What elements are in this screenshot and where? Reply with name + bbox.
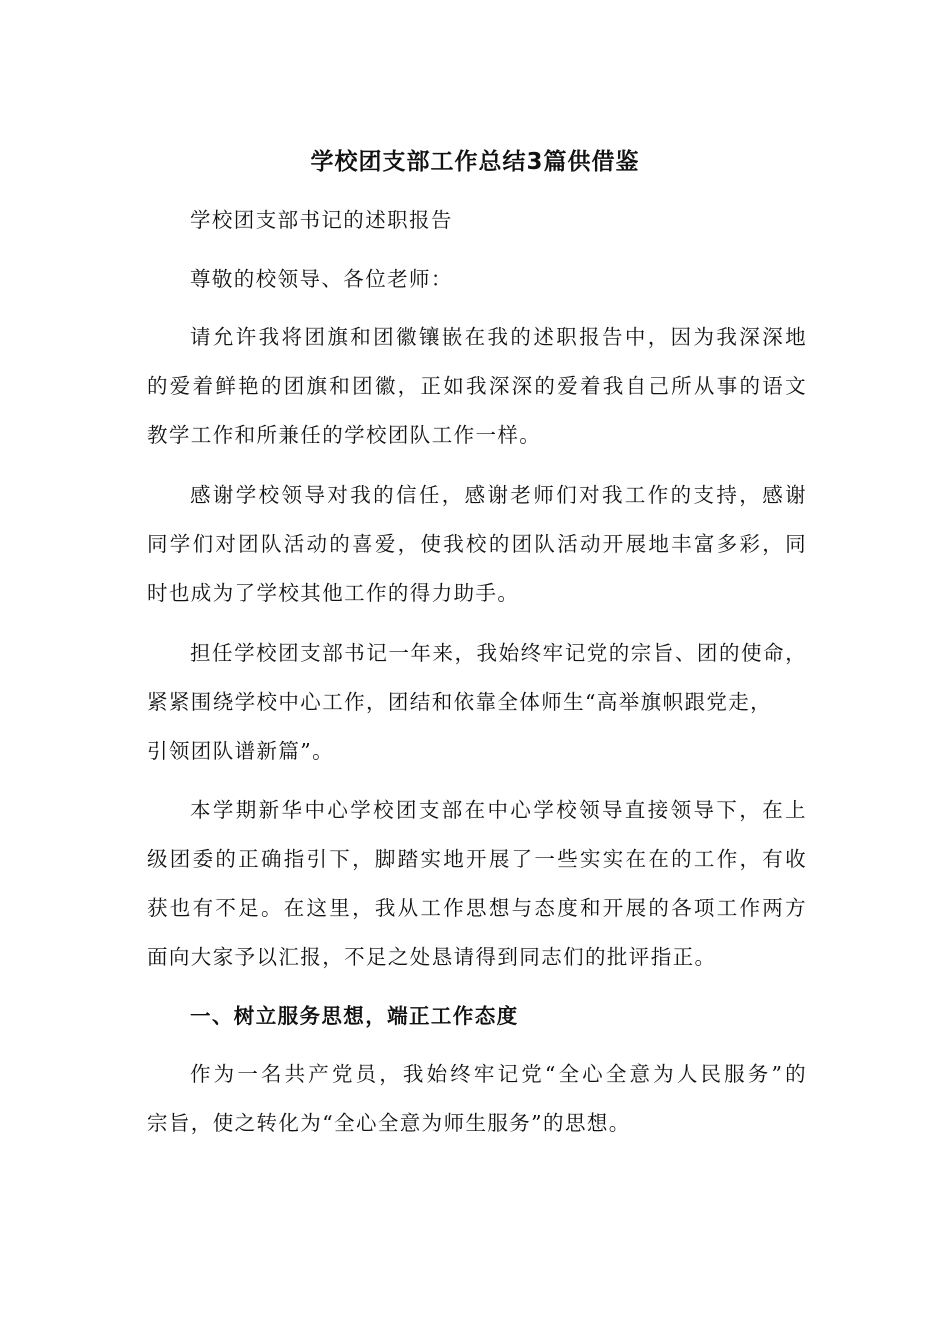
paragraph-5-line-1: 作为一名共产党员，我始终牢记党“全心全意为人民服务”的	[190, 1062, 807, 1086]
paragraph-3-line-3: 引领团队谱新篇”。	[147, 739, 335, 763]
report-subtitle: 学校团支部书记的述职报告	[190, 208, 453, 232]
paragraph-4-line-2: 级团委的正确指引下，脚踏实地开展了一些实实在在的工作，有收	[147, 847, 807, 871]
document-title: 学校团支部工作总结3篇供借鉴	[310, 149, 640, 175]
paragraph-1-line-3: 教学工作和所兼任的学校团队工作一样。	[147, 423, 542, 447]
paragraph-3-line-1: 担任学校团支部书记一年来，我始终牢记党的宗旨、团的使命，	[190, 641, 807, 665]
paragraph-2-line-3: 时也成为了学校其他工作的得力助手。	[147, 581, 520, 605]
salutation: 尊敬的校领导、各位老师：	[190, 267, 453, 291]
paragraph-2-line-2: 同学们对团队活动的喜爱，使我校的团队活动开展地丰富多彩，同	[147, 532, 807, 556]
section-heading: 一、树立服务思想，端正工作态度	[190, 1004, 519, 1028]
paragraph-4-line-4: 面向大家予以汇报，不足之处恳请得到同志们的批评指正。	[147, 945, 717, 969]
paragraph-1-line-1: 请允许我将团旗和团徽镶嵌在我的述职报告中，因为我深深地	[190, 325, 807, 349]
paragraph-5-line-2: 宗旨，使之转化为“全心全意为师生服务”的思想。	[147, 1111, 631, 1135]
paragraph-2-line-1: 感谢学校领导对我的信任，感谢老师们对我工作的支持，感谢	[190, 483, 807, 507]
paragraph-3-line-2: 紧紧围绕学校中心工作，团结和依靠全体师生“高举旗帜跟党走，	[147, 690, 773, 714]
paragraph-4-line-3: 获也有不足。在这里，我从工作思想与态度和开展的各项工作两方	[147, 896, 807, 920]
paragraph-4-line-1: 本学期新华中心学校团支部在中心学校领导直接领导下，在上	[190, 798, 807, 822]
paragraph-1-line-2: 的爱着鲜艳的团旗和团徽，正如我深深的爱着我自己所从事的语文	[147, 374, 807, 398]
